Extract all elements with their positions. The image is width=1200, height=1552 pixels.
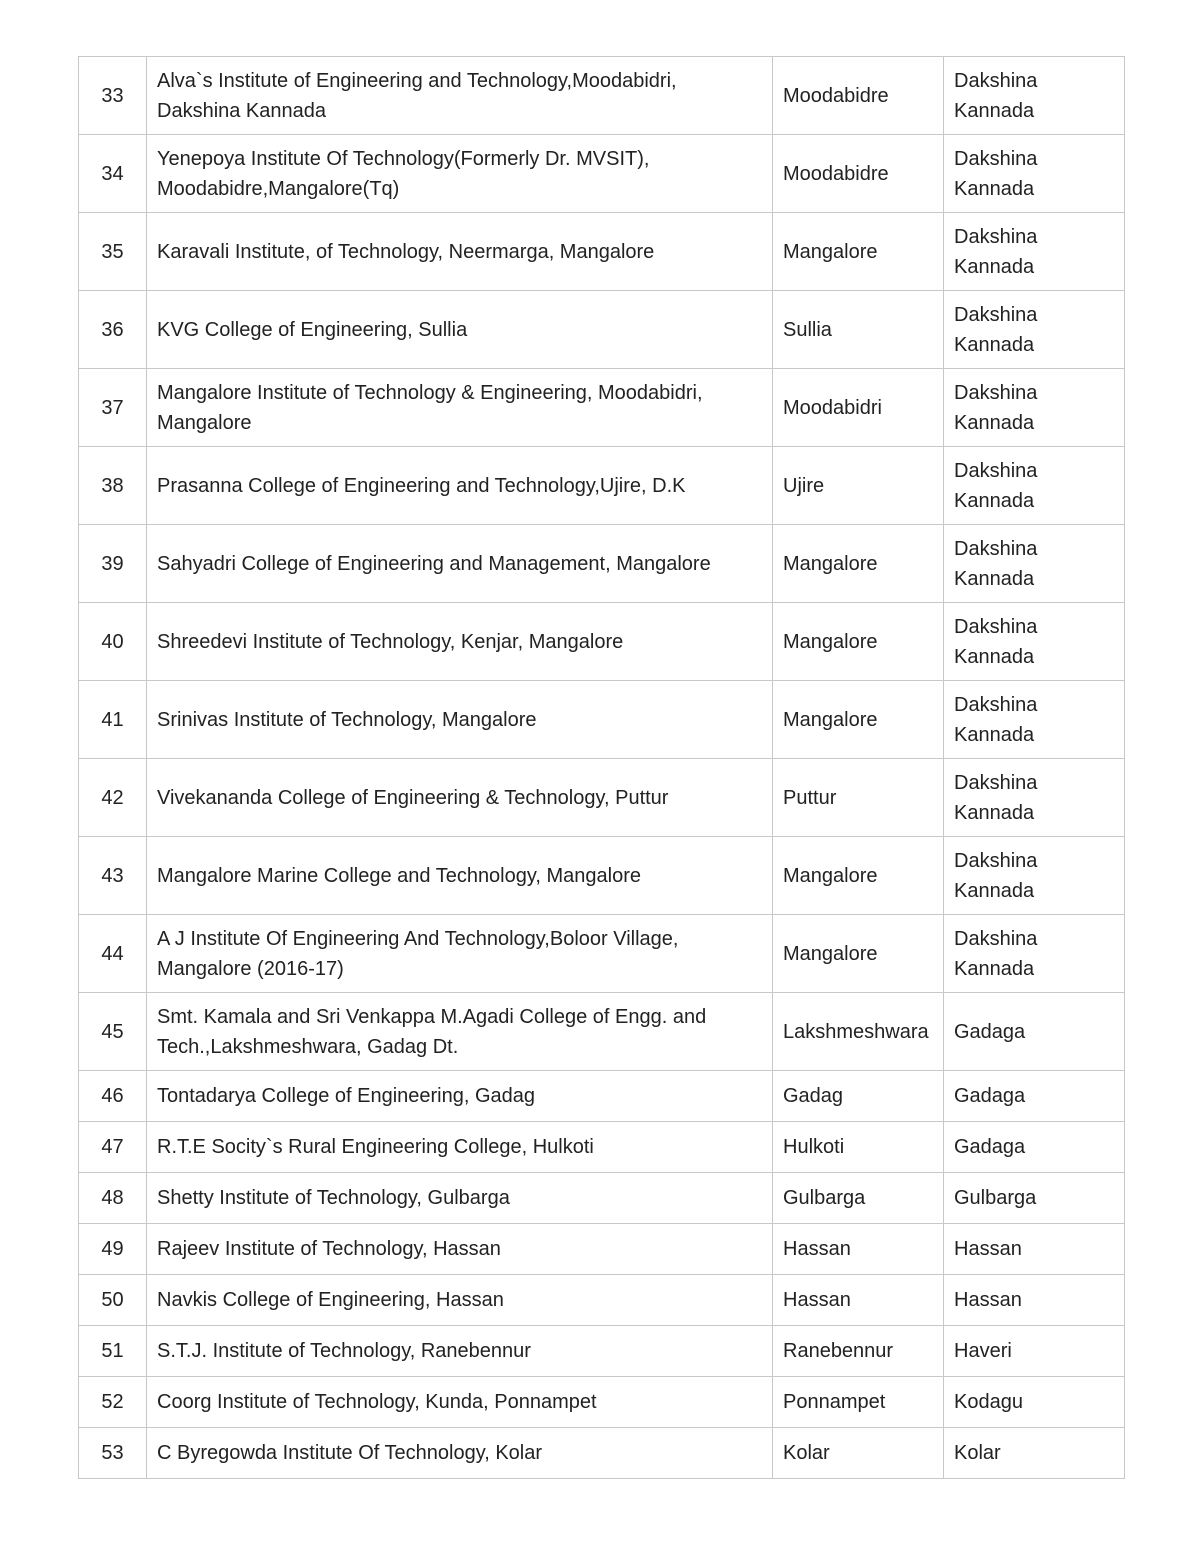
college-name-cell: Sahyadri College of Engineering and Management, Mangalore — [147, 525, 773, 603]
serial-number-cell: 48 — [79, 1173, 147, 1224]
district-cell: Dakshina Kannada — [944, 135, 1125, 213]
district-cell: Gulbarga — [944, 1173, 1125, 1224]
table-row — [79, 681, 1125, 759]
table-row — [79, 447, 1125, 525]
college-name-cell: Mangalore Marine College and Technology, Mangalore — [147, 837, 773, 915]
location-cell: Hassan — [773, 1224, 944, 1275]
serial-number-cell: 44 — [79, 915, 147, 993]
district-cell: Dakshina Kannada — [944, 759, 1125, 837]
table-row — [79, 1122, 1125, 1173]
table-row — [79, 1428, 1125, 1479]
district-cell: Dakshina Kannada — [944, 447, 1125, 525]
colleges-table-body — [79, 57, 1125, 1479]
table-row — [79, 135, 1125, 213]
district-cell: Dakshina Kannada — [944, 213, 1125, 291]
college-name-cell: Shreedevi Institute of Technology, Kenjar, Mangalore — [147, 603, 773, 681]
table-row — [79, 57, 1125, 135]
district-cell: Dakshina Kannada — [944, 603, 1125, 681]
serial-number-cell: 41 — [79, 681, 147, 759]
table-row — [79, 915, 1125, 993]
table-row — [79, 213, 1125, 291]
serial-number-cell: 51 — [79, 1326, 147, 1377]
serial-number-cell: 49 — [79, 1224, 147, 1275]
table-row — [79, 369, 1125, 447]
serial-number-cell: 33 — [79, 57, 147, 135]
district-cell: Kodagu — [944, 1377, 1125, 1428]
serial-number-cell: 47 — [79, 1122, 147, 1173]
district-cell: Hassan — [944, 1275, 1125, 1326]
table-row — [79, 759, 1125, 837]
district-cell: Kolar — [944, 1428, 1125, 1479]
district-cell: Dakshina Kannada — [944, 837, 1125, 915]
location-cell: Kolar — [773, 1428, 944, 1479]
college-name-cell: Coorg Institute of Technology, Kunda, Ponnampet — [147, 1377, 773, 1428]
location-cell: Hulkoti — [773, 1122, 944, 1173]
district-cell: Dakshina Kannada — [944, 525, 1125, 603]
college-name-cell: KVG College of Engineering, Sullia — [147, 291, 773, 369]
location-cell: Mangalore — [773, 603, 944, 681]
college-name-cell: Rajeev Institute of Technology, Hassan — [147, 1224, 773, 1275]
table-row — [79, 1173, 1125, 1224]
serial-number-cell: 42 — [79, 759, 147, 837]
location-cell: Moodabidre — [773, 57, 944, 135]
table-row — [79, 1275, 1125, 1326]
serial-number-cell: 52 — [79, 1377, 147, 1428]
college-name-cell: Shetty Institute of Technology, Gulbarga — [147, 1173, 773, 1224]
serial-number-cell: 38 — [79, 447, 147, 525]
location-cell: Sullia — [773, 291, 944, 369]
table-row — [79, 603, 1125, 681]
table-row — [79, 291, 1125, 369]
college-name-cell: Tontadarya College of Engineering, Gadag — [147, 1071, 773, 1122]
college-name-cell: Prasanna College of Engineering and Technology,Ujire, D.K — [147, 447, 773, 525]
table-row — [79, 1326, 1125, 1377]
location-cell: Ponnampet — [773, 1377, 944, 1428]
location-cell: Gadag — [773, 1071, 944, 1122]
district-cell: Dakshina Kannada — [944, 369, 1125, 447]
table-row — [79, 525, 1125, 603]
serial-number-cell: 46 — [79, 1071, 147, 1122]
district-cell: Gadaga — [944, 1122, 1125, 1173]
college-name-cell: Yenepoya Institute Of Technology(Formerly Dr. MVSIT), Moodabidre,Mangalore(Tq) — [147, 135, 773, 213]
college-name-cell: Vivekananda College of Engineering & Technology, Puttur — [147, 759, 773, 837]
location-cell: Moodabidre — [773, 135, 944, 213]
table-row — [79, 993, 1125, 1071]
college-name-cell: Smt. Kamala and Sri Venkappa M.Agadi College of Engg. and Tech.,Lakshmeshwara, Gadag Dt. — [147, 993, 773, 1071]
district-cell: Dakshina Kannada — [944, 915, 1125, 993]
serial-number-cell: 40 — [79, 603, 147, 681]
district-cell: Dakshina Kannada — [944, 681, 1125, 759]
college-name-cell: Alva`s Institute of Engineering and Technology,Moodabidri, Dakshina Kannada — [147, 57, 773, 135]
location-cell: Hassan — [773, 1275, 944, 1326]
college-name-cell: Mangalore Institute of Technology & Engineering, Moodabidri, Mangalore — [147, 369, 773, 447]
district-cell: Gadaga — [944, 993, 1125, 1071]
college-name-cell: A J Institute Of Engineering And Technology,Boloor Village, Mangalore (2016-17) — [147, 915, 773, 993]
district-cell: Dakshina Kannada — [944, 291, 1125, 369]
location-cell: Ujire — [773, 447, 944, 525]
serial-number-cell: 34 — [79, 135, 147, 213]
table-row — [79, 1377, 1125, 1428]
location-cell: Mangalore — [773, 837, 944, 915]
document-page — [78, 56, 1124, 1479]
location-cell: Mangalore — [773, 681, 944, 759]
college-name-cell: Karavali Institute, of Technology, Neermarga, Mangalore — [147, 213, 773, 291]
location-cell: Mangalore — [773, 213, 944, 291]
colleges-table — [78, 56, 1125, 1479]
location-cell: Ranebennur — [773, 1326, 944, 1377]
location-cell: Moodabidri — [773, 369, 944, 447]
college-name-cell: R.T.E Socity`s Rural Engineering College, Hulkoti — [147, 1122, 773, 1173]
serial-number-cell: 53 — [79, 1428, 147, 1479]
location-cell: Puttur — [773, 759, 944, 837]
location-cell: Mangalore — [773, 525, 944, 603]
location-cell: Mangalore — [773, 915, 944, 993]
serial-number-cell: 37 — [79, 369, 147, 447]
college-name-cell: C Byregowda Institute Of Technology, Kolar — [147, 1428, 773, 1479]
table-row — [79, 1224, 1125, 1275]
serial-number-cell: 36 — [79, 291, 147, 369]
serial-number-cell: 45 — [79, 993, 147, 1071]
location-cell: Gulbarga — [773, 1173, 944, 1224]
college-name-cell: S.T.J. Institute of Technology, Ranebennur — [147, 1326, 773, 1377]
location-cell: Lakshmeshwara — [773, 993, 944, 1071]
serial-number-cell: 43 — [79, 837, 147, 915]
college-name-cell: Srinivas Institute of Technology, Mangalore — [147, 681, 773, 759]
college-name-cell: Navkis College of Engineering, Hassan — [147, 1275, 773, 1326]
district-cell: Dakshina Kannada — [944, 57, 1125, 135]
serial-number-cell: 39 — [79, 525, 147, 603]
table-row — [79, 837, 1125, 915]
district-cell: Hassan — [944, 1224, 1125, 1275]
district-cell: Gadaga — [944, 1071, 1125, 1122]
serial-number-cell: 35 — [79, 213, 147, 291]
table-row — [79, 1071, 1125, 1122]
district-cell: Haveri — [944, 1326, 1125, 1377]
serial-number-cell: 50 — [79, 1275, 147, 1326]
